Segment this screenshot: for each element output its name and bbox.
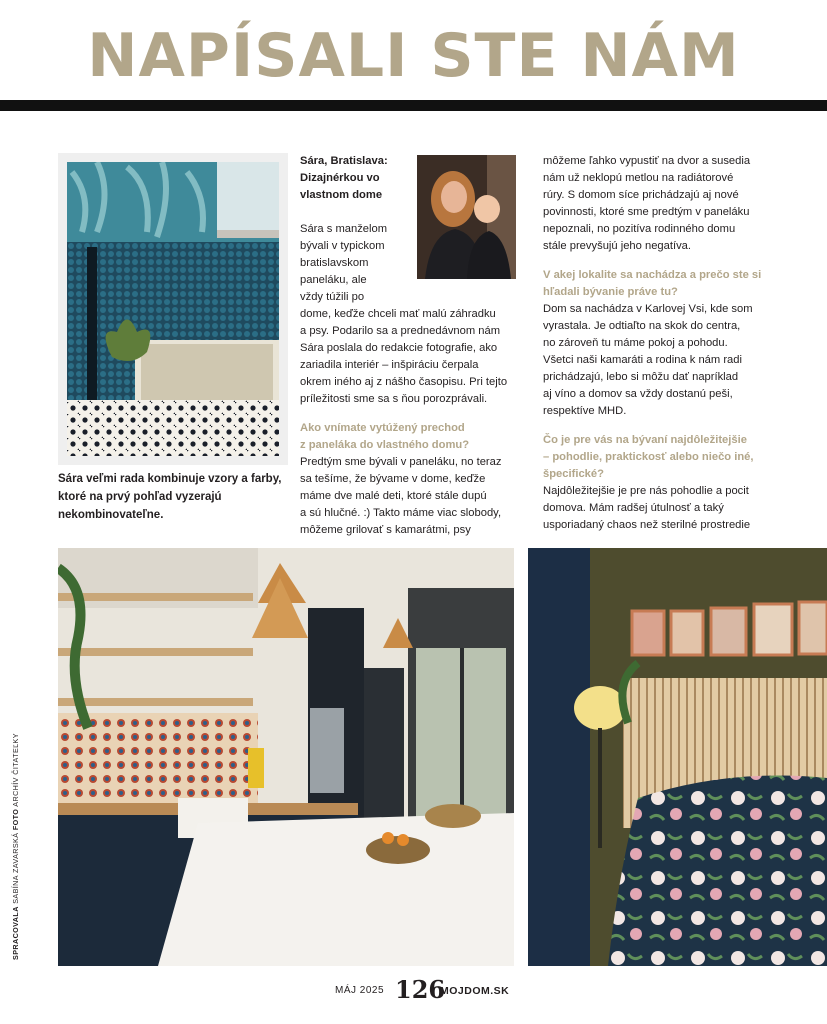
answer-2-line: prichádzajú, lebo si môžu dať napríklad	[543, 371, 739, 383]
intro-line: zariadila interiér – inšpiráciu čerpala	[300, 359, 479, 371]
page-number: 126	[395, 975, 446, 1004]
credit-label: SPRACOVALA	[11, 906, 20, 960]
answer-1-line: stále prevyšujú jeho negatíva.	[543, 240, 692, 252]
heading-line: vlastnom dome	[300, 189, 383, 201]
bedroom-photo	[528, 548, 827, 966]
photo-credits	[11, 733, 20, 960]
photo-caption: Sára veľmi rada kombinuje vzory a farby, ktoré na prvý pohľad vyzerajú nekombinovateľne.	[58, 473, 282, 521]
intro-line: okrem iného aj z nášho časopisu. Pri tejto	[300, 376, 508, 388]
question-1: z paneláka do vlastného domu?	[300, 439, 470, 451]
answer-2-line: Dom sa nachádza v Karlovej Vsi, kde som	[543, 303, 753, 315]
answer-3-line: domova. Mám radšej útulnosť a taký	[543, 502, 724, 514]
question-1: Ako vnímate vytúžený prechod	[300, 422, 465, 434]
intro-line: dome, keďže chceli mať malú záhradku	[300, 308, 496, 320]
intro-line: bratislavskom	[300, 257, 369, 269]
intro-line: príležitosti sme sa s ňou porozprávali.	[300, 393, 488, 405]
question-3: – pohodlie, praktickosť alebo niečo iné,	[543, 451, 754, 463]
question-2: V akej lokalite sa nachádza a prečo ste si	[543, 269, 762, 281]
answer-3-line: Najdôležitejšie je pre nás pohodlie a pocit	[543, 485, 749, 497]
heading-line: Sára, Bratislava:	[300, 155, 388, 167]
intro-line: a psy. Podarilo sa a prednedávnom nám	[300, 325, 501, 337]
kitchen-photo	[58, 548, 514, 966]
title-rule	[0, 100, 827, 111]
answer-1-line: povinnosti, ktoré sme predtým v paneláku	[543, 206, 750, 218]
question-3: Čo je pre vás na bývaní najdôležitejšie	[543, 434, 747, 446]
page-title: NAPÍSALI STE NÁM	[87, 21, 740, 91]
question-2: hľadali bývanie práve tu?	[543, 286, 678, 298]
answer-1-line: môžeme ľahko vypustiť na dvor a susedia	[543, 155, 751, 167]
article-column-2	[543, 153, 783, 534]
heading-line: Dizajnérkou vo	[300, 172, 380, 184]
bathroom-photo	[58, 153, 288, 465]
credit-label: FOTO	[11, 808, 20, 831]
credit-name: SABÍNA ZAVARSKÁ	[11, 832, 20, 904]
intro-short-lines	[300, 221, 415, 306]
answer-1-line: sa tešíme, že bývame v dome, keďže	[300, 473, 486, 485]
site-name: MOJDOM.SK	[440, 985, 510, 997]
answer-1-line: rúry. S domom síce prichádzajú aj nové	[543, 189, 739, 201]
answer-1-line: Predtým sme bývali v paneláku, no teraz	[300, 456, 502, 468]
issue-date: MÁJ 2025	[335, 985, 385, 996]
answer-2-line: respektíve MHD.	[543, 405, 627, 417]
intro-line: paneláku, ale	[300, 274, 367, 286]
credit-name: ARCHÍV ČITATEĽKY	[11, 733, 20, 807]
intro-line: Sára poslala do redakcie fotografie, ako	[300, 342, 498, 354]
answer-2-line: vyrastala. Je odtiaľto na skok do centra,	[543, 320, 741, 332]
article-heading	[300, 153, 415, 204]
page-footer	[0, 975, 827, 1004]
article-column-1	[300, 306, 520, 539]
answer-2-line: aj víno a domov sa vždy dostanú peši,	[543, 388, 733, 400]
answer-1-line: môžeme grilovať s kamarátmi, psy	[300, 524, 471, 536]
answer-1-line: máme dve malé deti, ktoré stále dupú	[300, 490, 487, 502]
answer-1-line: a sú hlučné. :) Takto máme viac slobody,	[300, 507, 502, 519]
answer-2-line: Všetci naši kamaráti a rodina k nám radi	[543, 354, 742, 366]
question-3: špecifické?	[543, 468, 604, 480]
answer-2-line: no zároveň tu máme pokoj a pohodu.	[543, 337, 728, 349]
answer-3-line: usporiadaný chaos než sterilné prostredie	[543, 519, 751, 531]
answer-1-line: nám už neklopú metlou na radiátorové	[543, 172, 734, 184]
mother-child-photo	[417, 155, 516, 279]
intro-line: Sára s manželom	[300, 223, 388, 235]
intro-line: bývali v typickom	[300, 240, 385, 252]
answer-1-line: nepoznali, no pozitíva rodinného domu	[543, 223, 736, 235]
intro-line: vždy túžili po	[300, 291, 365, 303]
